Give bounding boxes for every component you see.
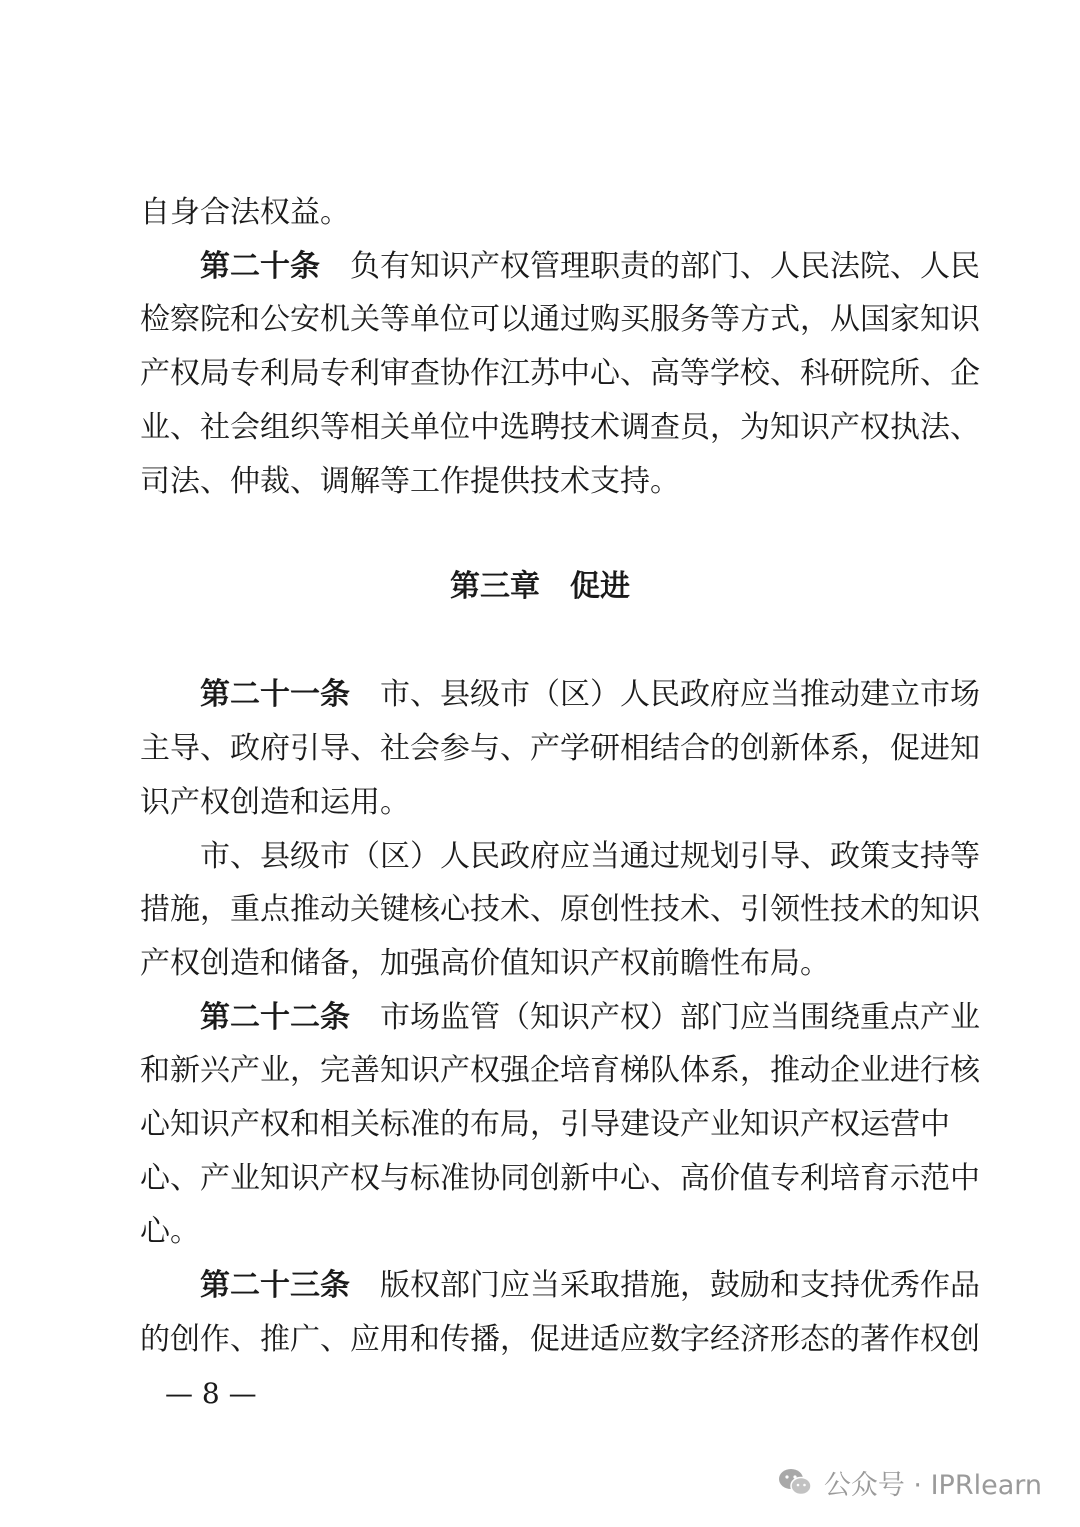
wechat-icon [778,1467,812,1497]
text-line: 业、社会组织等相关单位中选聘技术调查员，为知识产权执法、 [140,410,980,445]
watermark [778,1462,1042,1502]
text-line: 市、县级市（区）人民政府应当推动建立市场 [380,677,980,712]
article-22-first-line [200,998,980,1038]
article-22-label: 第二十二条 [200,1000,350,1035]
chapter-number: 第三章 [450,569,540,604]
text-line: 的创作、推广、应用和传播，促进适应数字经济形态的著作权创 [140,1322,980,1357]
article-23-label: 第二十三条 [200,1268,350,1303]
text-line: 负有知识产权管理职责的部门、人民法院、人民 [350,249,980,284]
chapter-title: 促进 [570,569,630,604]
article-23-first-line [200,1266,980,1306]
text-line: 和新兴产业，完善知识产权强企培育梯队体系，推动企业进行核 [140,1053,980,1088]
chapter-heading [0,567,1080,607]
text-line: 市、县级市（区）人民政府应当通过规划引导、政策支持等 [200,839,980,874]
article-20-first-line [200,247,980,287]
text-line: 心。 [140,1214,200,1249]
text-line: 检察院和公安机关等单位可以通过购买服务等方式，从国家知识 [140,302,980,337]
text-line: 市场监管（知识产权）部门应当围绕重点产业 [380,1000,980,1035]
text-line: 司法、仲裁、调解等工作提供技术支持。 [140,464,680,499]
text-line: 自身合法权益。 [140,195,350,230]
text-line: 版权部门应当采取措施，鼓励和支持优秀作品 [380,1268,980,1303]
text-line: 产权创造和储备，加强高价值知识产权前瞻性布局。 [140,946,830,981]
text-line: 措施，重点推动关键核心技术、原创性技术、引领性技术的知识 [140,892,980,927]
article-21-first-line [200,675,980,715]
watermark-text: 公众号 · IPRlearn [823,1469,1042,1501]
article-21-label: 第二十一条 [200,677,350,712]
text-line: 心知识产权和相关标准的布局，引导建设产业知识产权运营中 [140,1107,950,1142]
text-line: 主导、政府引导、社会参与、产学研相结合的创新体系，促进知 [140,731,980,766]
article-20-label: 第二十条 [200,249,320,284]
text-line: 心、产业知识产权与标准协同创新中心、高价值专利培育示范中 [140,1161,980,1196]
text-line: 识产权创造和运用。 [140,785,410,820]
page-number: — 8 — [165,1377,257,1410]
text-line: 产权局专利局专利审查协作江苏中心、高等学校、科研院所、企 [140,356,980,391]
